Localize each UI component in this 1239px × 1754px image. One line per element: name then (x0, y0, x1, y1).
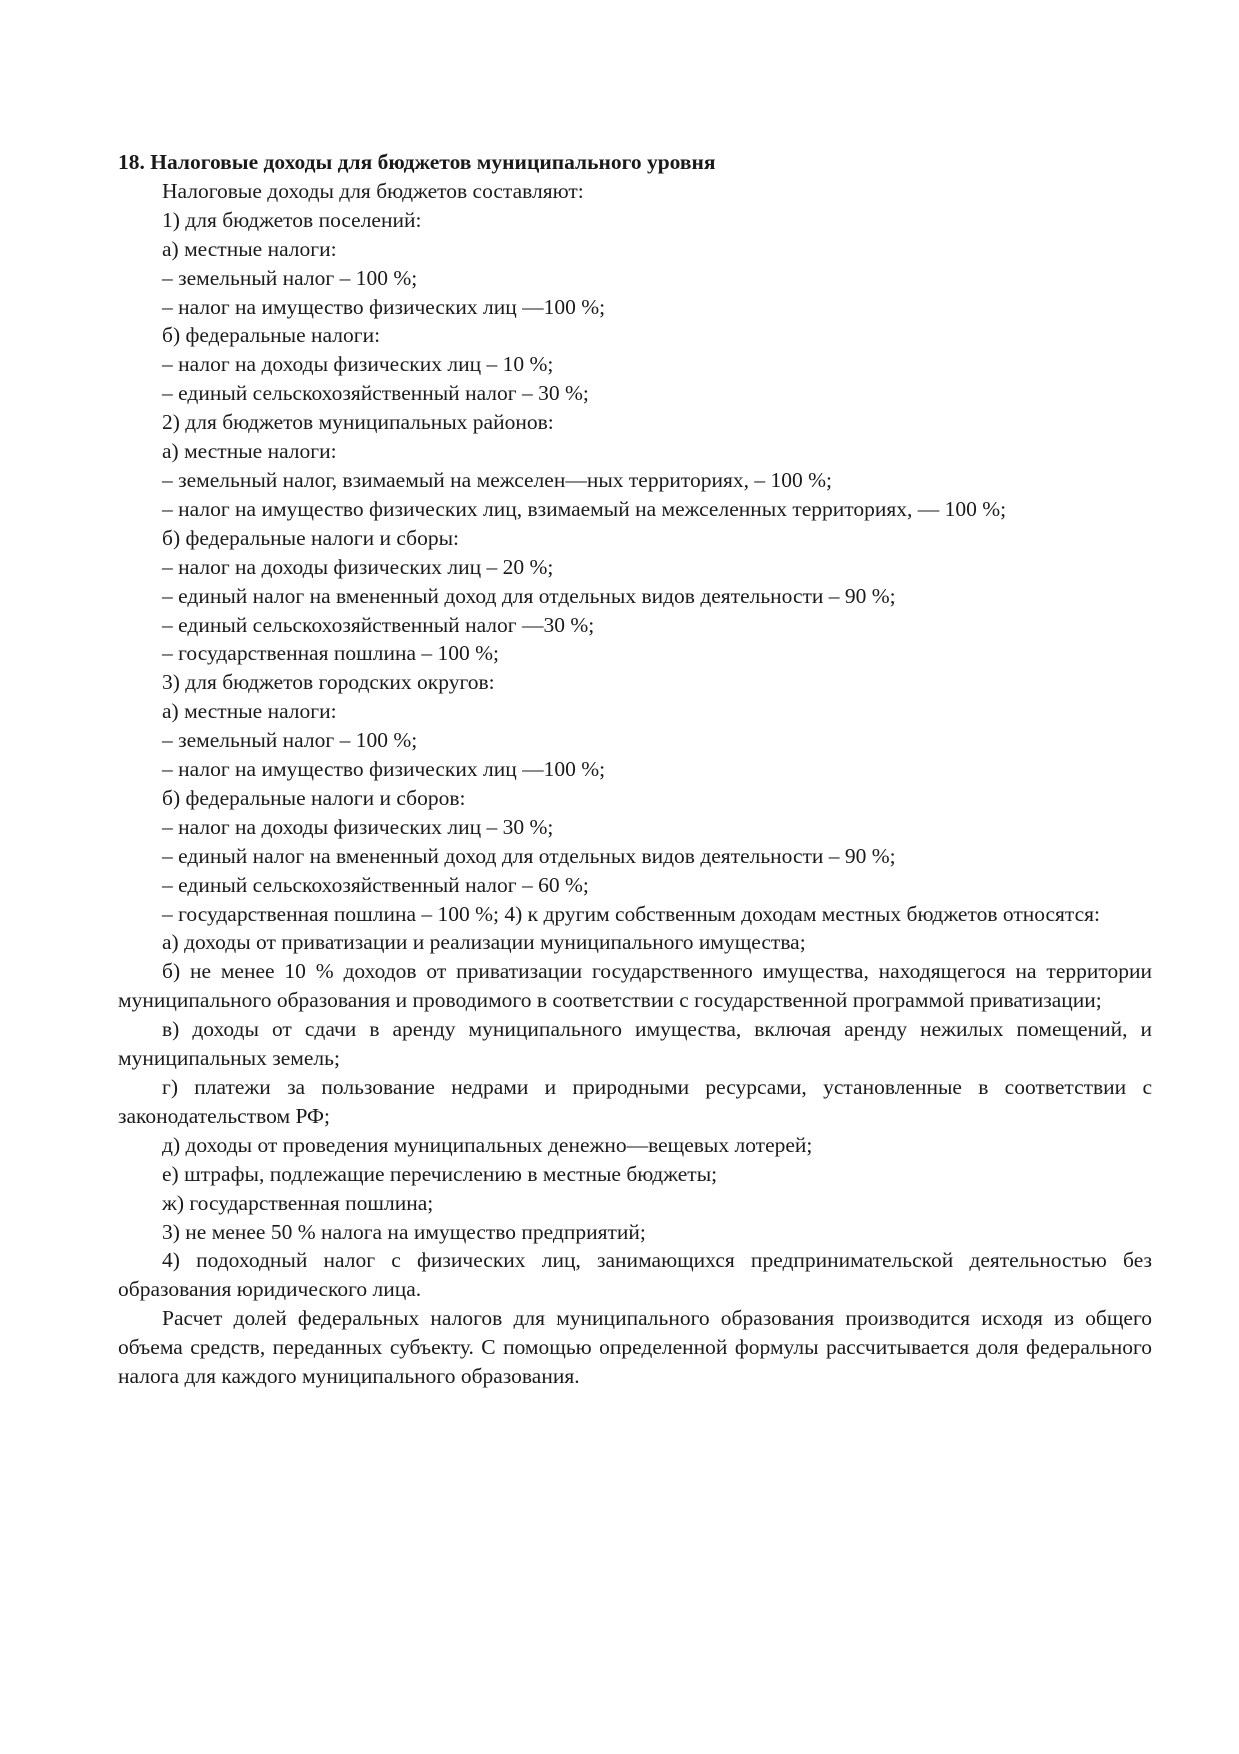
text-line: б) федеральные налоги и сборов: (162, 785, 466, 810)
text-line: – единый сельскохозяйственный налог – 30 %; (162, 381, 589, 406)
paragraph: в) доходы от сдачи в аренду муниципального имущества, включая аренду нежилых помещений, и муниципальных земель; (118, 1017, 1152, 1071)
text-line: – единый сельскохозяйственный налог – 60 %; (162, 872, 589, 897)
text-line: – единый налог на вмененный доход для отдельных видов деятельности – 90 %; (162, 843, 896, 868)
text-line: – налог на доходы физических лиц – 10 %; (162, 352, 554, 377)
text-line: – налог на доходы физических лиц – 20 %; (162, 554, 554, 579)
document-page (118, 148, 1152, 1391)
text-line: – земельный налог, взимаемый на межселен—ных территориях, – 100 %; (162, 467, 832, 492)
text-line: 1) для бюджетов поселений: (162, 207, 422, 232)
text-line: – налог на доходы физических лиц – 30 %; (162, 814, 554, 839)
paragraph: 3) не менее 50 % налога на имущество предприятий; (162, 1219, 646, 1244)
paragraph: – государственная пошлина – 100 %; 4) к другим собственным доходам местных бюджетов относятся: (162, 901, 1101, 926)
paragraph: 4) подоходный налог с физических лиц, занимающихся предпринимательской деятельностью без образования юридического лица. (118, 1248, 1152, 1302)
text-line: 3) для бюджетов городских округов: (162, 670, 495, 695)
text-line: б) федеральные налоги: (162, 323, 381, 348)
text-line: – земельный налог – 100 %; (162, 265, 418, 290)
paragraph: Расчет долей федеральных налогов для муниципального образования производится исходя из общего объема средств, переданных субъекту. С помощью определенной формулы рассчитывается доля федерального налога для каждого муниципального образования. (118, 1306, 1152, 1389)
text-line: – единый налог на вмененный доход для отдельных видов деятельности – 90 %; (162, 583, 896, 608)
text-line: – земельный налог – 100 %; (162, 728, 418, 753)
text-line: – налог на имущество физических лиц —100 %; (162, 294, 606, 319)
text-line: б) федеральные налоги и сборы: (162, 525, 459, 550)
paragraph: г) платежи за пользование недрами и природными ресурсами, установленные в соответствии с законодательством РФ; (118, 1075, 1152, 1128)
paragraph: б) не менее 10 % доходов от приватизации государственного имущества, находящегося на территории муниципального образования и проводимого в соответствии с государственной программой приватизации; (118, 959, 1152, 1013)
section-title: 18. Налоговые доходы для бюджетов муниципального уровня (118, 150, 716, 174)
text-line: 2) для бюджетов муниципальных районов: (162, 410, 554, 435)
paragraph: д) доходы от проведения муниципальных денежно—вещевых лотерей; (162, 1132, 813, 1157)
text-line: – государственная пошлина – 100 %; (162, 641, 500, 666)
paragraph: е) штрафы, подлежащие перечислению в местные бюджеты; (162, 1161, 718, 1186)
text-line: – налог на имущество физических лиц, взимаемый на межселенных территориях, — 100 %; (162, 496, 1007, 521)
text-line: а) местные налоги: (162, 439, 337, 464)
text-line: Налоговые доходы для бюджетов составляют: (162, 178, 584, 203)
text-line: а) местные налоги: (162, 236, 337, 261)
text-line: – налог на имущество физических лиц —100 %; (162, 757, 606, 782)
paragraph: ж) государственная пошлина; (162, 1190, 434, 1215)
paragraph: а) доходы от приватизации и реализации муниципального имущества; (162, 930, 806, 955)
text-line: – единый сельскохозяйственный налог —30 %; (162, 612, 595, 637)
text-line: а) местные налоги: (162, 699, 337, 724)
